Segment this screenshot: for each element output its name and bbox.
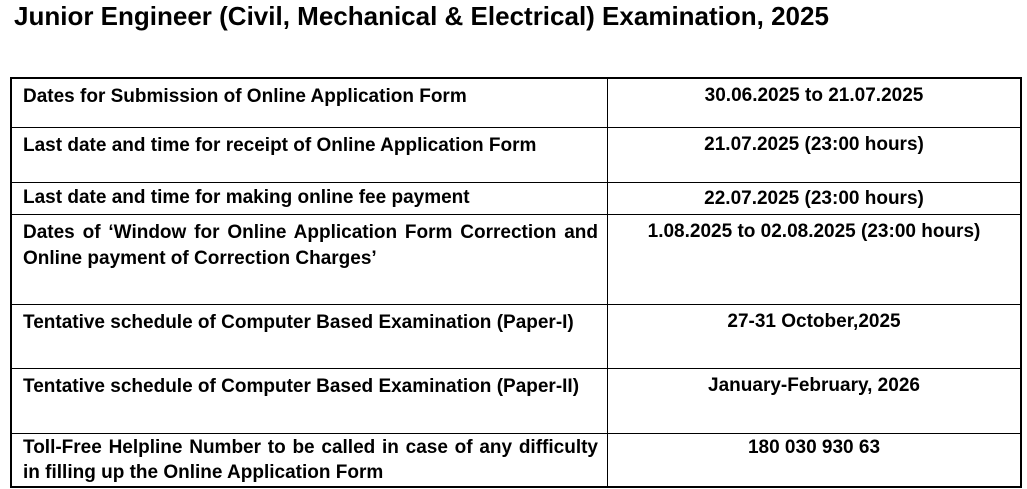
schedule-event-date: 22.07.2025 (23:00 hours)	[608, 183, 1022, 215]
schedule-event-label: Tentative schedule of Computer Based Examination (Paper-II)	[11, 369, 608, 434]
schedule-event-label: Last date and time for receipt of Online Application Form	[11, 128, 608, 183]
table-row	[11, 128, 1021, 183]
table-row	[11, 215, 1021, 305]
helpline-number: 180 030 930 63	[608, 434, 1022, 488]
schedule-event-label: Tentative schedule of Computer Based Examination (Paper-I)	[11, 305, 608, 369]
schedule-event-date: 1.08.2025 to 02.08.2025 (23:00 hours)	[608, 215, 1022, 305]
schedule-event-label: Dates for Submission of Online Application Form	[11, 78, 608, 128]
schedule-event-date: 27-31 October,2025	[608, 305, 1022, 369]
table-row	[11, 305, 1021, 369]
page-title: Junior Engineer (Civil, Mechanical & Electrical) Examination, 2025	[14, 1, 829, 31]
schedule-event-label: Toll-Free Helpline Number to be called in case of any difficulty in filling up the Online Application Form	[11, 434, 608, 488]
table-row	[11, 78, 1021, 128]
table-row	[11, 434, 1021, 488]
schedule-event-date: 21.07.2025 (23:00 hours)	[608, 128, 1022, 183]
schedule-event-label: Last date and time for making online fee payment	[11, 183, 608, 215]
schedule-table	[10, 77, 1022, 488]
schedule-event-date: 30.06.2025 to 21.07.2025	[608, 78, 1022, 128]
table-row	[11, 369, 1021, 434]
schedule-event-label: Dates of ‘Window for Online Application Form Correction and Online payment of Correction Charges’	[11, 215, 608, 305]
table-row	[11, 183, 1021, 215]
schedule-event-date: January-February, 2026	[608, 369, 1022, 434]
